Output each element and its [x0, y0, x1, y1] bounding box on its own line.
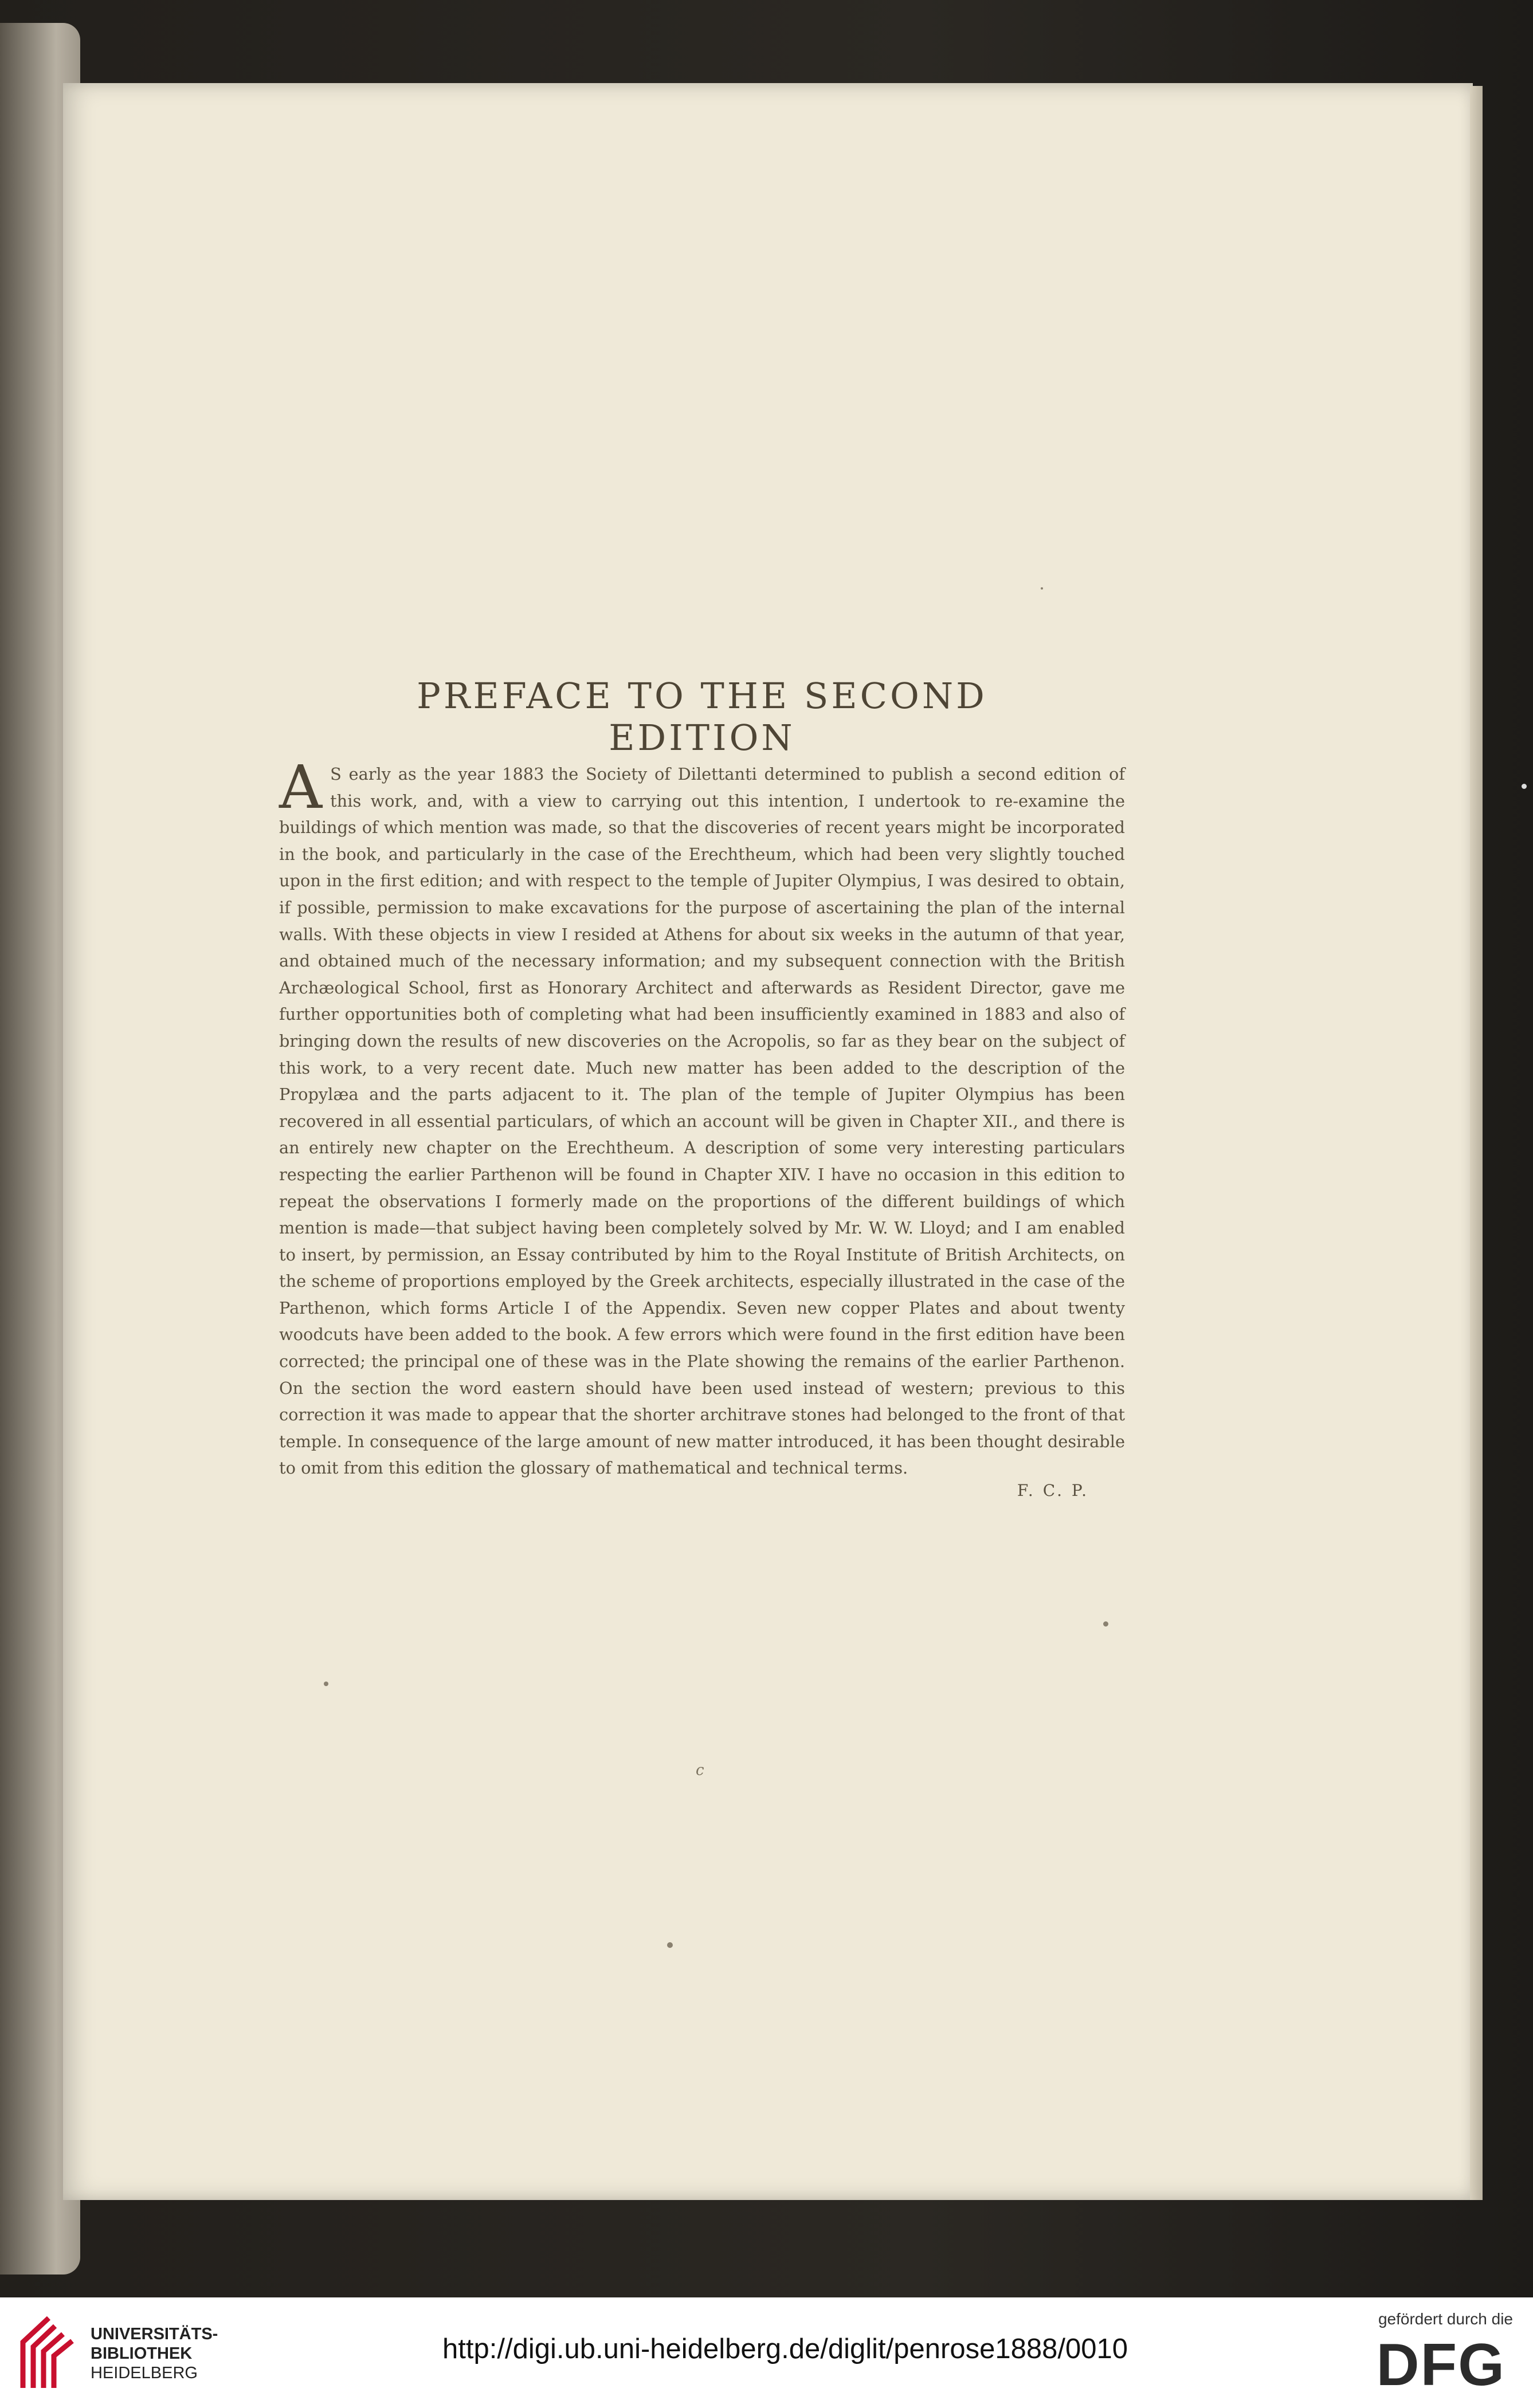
page-title: PREFACE TO THE SECOND EDITION	[417, 675, 987, 759]
permalink-url[interactable]: http://digi.ub.uni-heidelberg.de/diglit/penrose1888/0010	[442, 2334, 1128, 2364]
preface-text: S early as the year 1883 the Society of Dilettanti determined to publish a second edition of this work, and, with a view to carrying out this intention, I undertook to re-examine the buildings of which mention was made, so that the discoveries of recent years might be incorporated in the book, and particularly in the case of the Erechtheum, which had been very slightly touched upon in the first edition; and with respect to the temple of Jupiter Olympius, I was desired to obtain, if possible, permission to make excavations for the purpose of ascertaining the plan of the internal walls. With these objects in view I resided at Athens for about six weeks in the autumn of that year, and obtained much of the necessary information; and my subsequent connection with the British Archæological School, first as Honorary Architect and afterwards as Resident Director, gave me further opportunities both of completing what had been insufficiently examined in 1883 and also of bringing down the results of new discoveries on the Acropolis, so far as they bear on the subject of this work, to a very recent date. Much new matter has been added to the description of the Propylæa and the parts adjacent to it. The plan of the temple of Jupiter Olympius has been recovered in all essential particulars, of which an account will be given in Chapter XII., and there is an entirely new chapter on the Erechtheum. A description of some very interesting particulars respecting the earlier Parthenon will be found in Chapter XIV. I have no occasion in this edition to repeat the observations I formerly made on the proportions of the different buildings of which mention is made—that subject having been completely solved by Mr. W. W. Lloyd; and I am enabled to insert, by permission, an Essay contributed by him to the Royal Institute of British Architects, on the scheme of proportions employed by the Greek architects, especially illustrated in the case of the Parthenon, which forms Article I of the Appendix. Seven new copper Plates and about twenty woodcuts have been added to the book. A few errors which were found in the first edition have been corrected; the principal one of these was in the Plate showing the remains of the earlier Parthenon. On the section the word eastern should have been used instead of western; previous to this correction it was made to appear that the shorter architrave stones had belonged to the front of that temple. In consequence of the large amount of new matter introduced, it has been thought desirable to omit from this edition the glossary of mathematical and technical terms.	[279, 764, 1125, 1478]
paper-speck	[1041, 587, 1043, 590]
paper-speck	[1103, 1621, 1108, 1627]
paper-speck	[324, 1682, 328, 1686]
paper-speck	[667, 1942, 673, 1948]
paper-speck	[1522, 784, 1527, 789]
library-name-line3: HEIDELBERG	[91, 2364, 198, 2382]
page-edge	[1470, 86, 1483, 2200]
preface-paragraph	[279, 752, 1125, 1482]
author-initials: F. C. P.	[1017, 1481, 1089, 1500]
library-name-line2: BIBLIOTHEK	[91, 2344, 193, 2363]
ub-heidelberg-logo-icon	[17, 2313, 83, 2394]
signature-mark: c	[696, 1762, 704, 1779]
funded-by-label: gefördert durch die	[1378, 2310, 1513, 2328]
dfg-logo: DFG	[1376, 2332, 1505, 2398]
footer-bar	[0, 2297, 1533, 2408]
library-name-line1: UNIVERSITÄTS-	[91, 2325, 218, 2343]
drop-cap: A	[279, 752, 323, 822]
